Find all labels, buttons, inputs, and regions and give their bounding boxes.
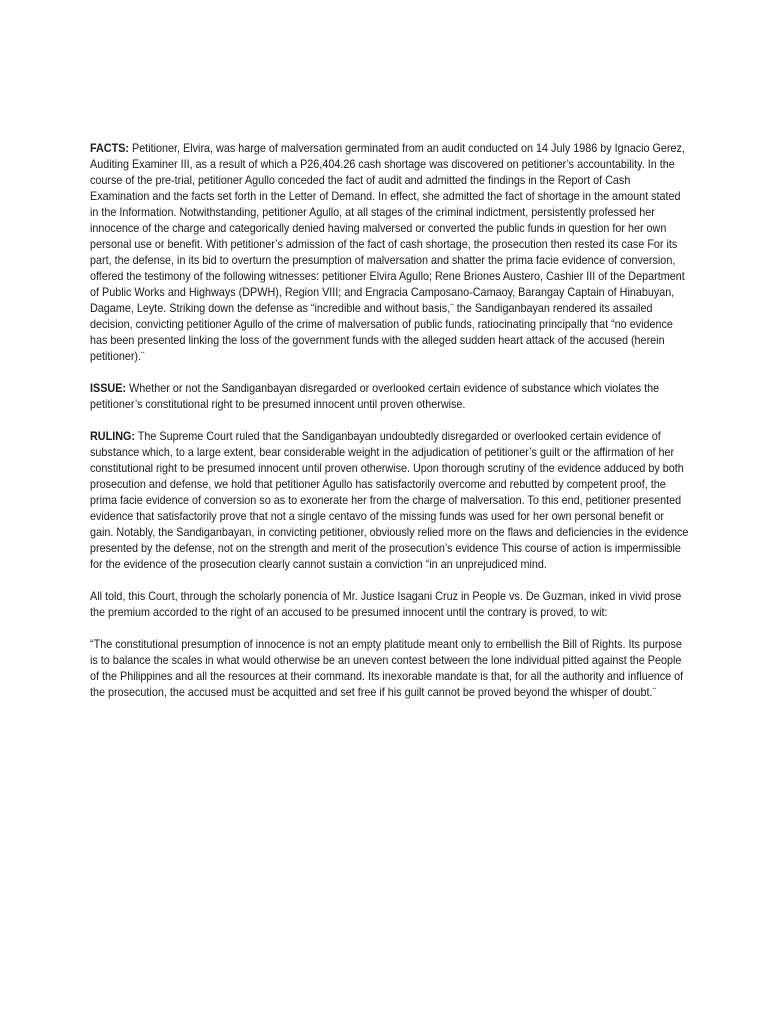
ruling-paragraph [90, 428, 689, 572]
ruling-heading: RULING: [90, 429, 135, 443]
ruling-text: The Supreme Court ruled that the Sandiganbayan undoubtedly disregarded or overlooked certain evidence of substance which, to a large extent, bear considerable weight in the adjudication of petitioner’s guilt or the affirmation of her constitutional right to be presumed innocent until proven otherwise. Upon thorough scrutiny of the evidence adduced by both prosecution and defense, we hold that petitioner Agullo has satisfactorily overcome and rebutted by competent proof, the prima facie evidence of conversion so as to exonerate her from the charge of malversation. To this end, petitioner presented evidence that satisfactorily prove that not a single centavo of the missing funds was used for her own personal benefit or gain. Notably, the Sandiganbayan, in convicting petitioner, obviously relied more on the flaws and deficiencies in the evidence presented by the defense, not on the strength and merit of the prosecution’s evidence This course of action is impermissible for the evidence of the prosecution clearly cannot sustain a conviction “in an unprejudiced mind. [90, 429, 689, 571]
quote-text: “The constitutional presumption of innocence is not an empty platitude meant only to embellish the Bill of Rights. Its purpose is to balance the scales in what would otherwise be an uneven contest between the lone individual pitted against the People of the Philippines and all the resources at their command. Its inexorable mandate is that, for all the authority and influence of the prosecution, the accused must be acquitted and set free if his guilt cannot be proved beyond the whisper of doubt.¨ [90, 637, 684, 699]
issue-paragraph [90, 380, 689, 412]
quote-paragraph [90, 636, 689, 700]
issue-heading: ISSUE: [90, 381, 127, 395]
document-page [90, 140, 689, 716]
all-told-paragraph [90, 588, 689, 620]
facts-text: Petitioner, Elvira, was harge of malversation germinated from an audit conducted on 14 July 1986 by Ignacio Gerez, Auditing Examiner III, as a result of which a P26,404.26 cash shortage was discovered on petitioner’s accountability. In the course of the pre-trial, petitioner Agullo conceded the fact of audit and admitted the findings in the Report of Cash Examination and the facts set forth in the Letter of Demand. In effect, she admitted the fact of shortage in the amount stated in the Information. Notwithstanding, petitioner Agullo, at all stages of the criminal indictment, persistently professed her innocence of the charge and categorically denied having malversed or converted the public funds in question for her own personal use or benefit. With petitioner’s admission of the fact of cash shortage, the prosecution then rested its case For its part, the defense, in its bid to overturn the presumption of malversation and shatter the prima facie evidence of conversion, offered the testimony of the following witnesses: petitioner Elvira Agullo; Rene Briones Austero, Cashier III of the Department of Public Works and Highways (DPWH), Region VIII; and Engracia Camposano-Camaoy, Barangay Captain of Hinabuyan, Dagame, Leyte. Striking down the defense as “incredible and without basis,¨ the Sandiganbayan rendered its assailed decision, convicting petitioner Agullo of the crime of malversation of public funds, ratiocinating principally that “no evidence has been presented linking the loss of the government funds with the alleged sudden heart attack of the accused (herein petitioner).¨ [90, 141, 685, 363]
facts-paragraph [90, 140, 689, 364]
all-told-text: All told, this Court, through the scholarly ponencia of Mr. Justice Isagani Cruz in People vs. De Guzman, inked in vivid prose the premium accorded to the right of an accused to be presumed innocent until the contrary is proved, to wit: [90, 589, 682, 619]
issue-text: Whether or not the Sandiganbayan disregarded or overlooked certain evidence of substance which violates the petitioner’s constitutional right to be presumed innocent until proven otherwise. [90, 381, 660, 411]
facts-heading: FACTS: [90, 141, 130, 155]
